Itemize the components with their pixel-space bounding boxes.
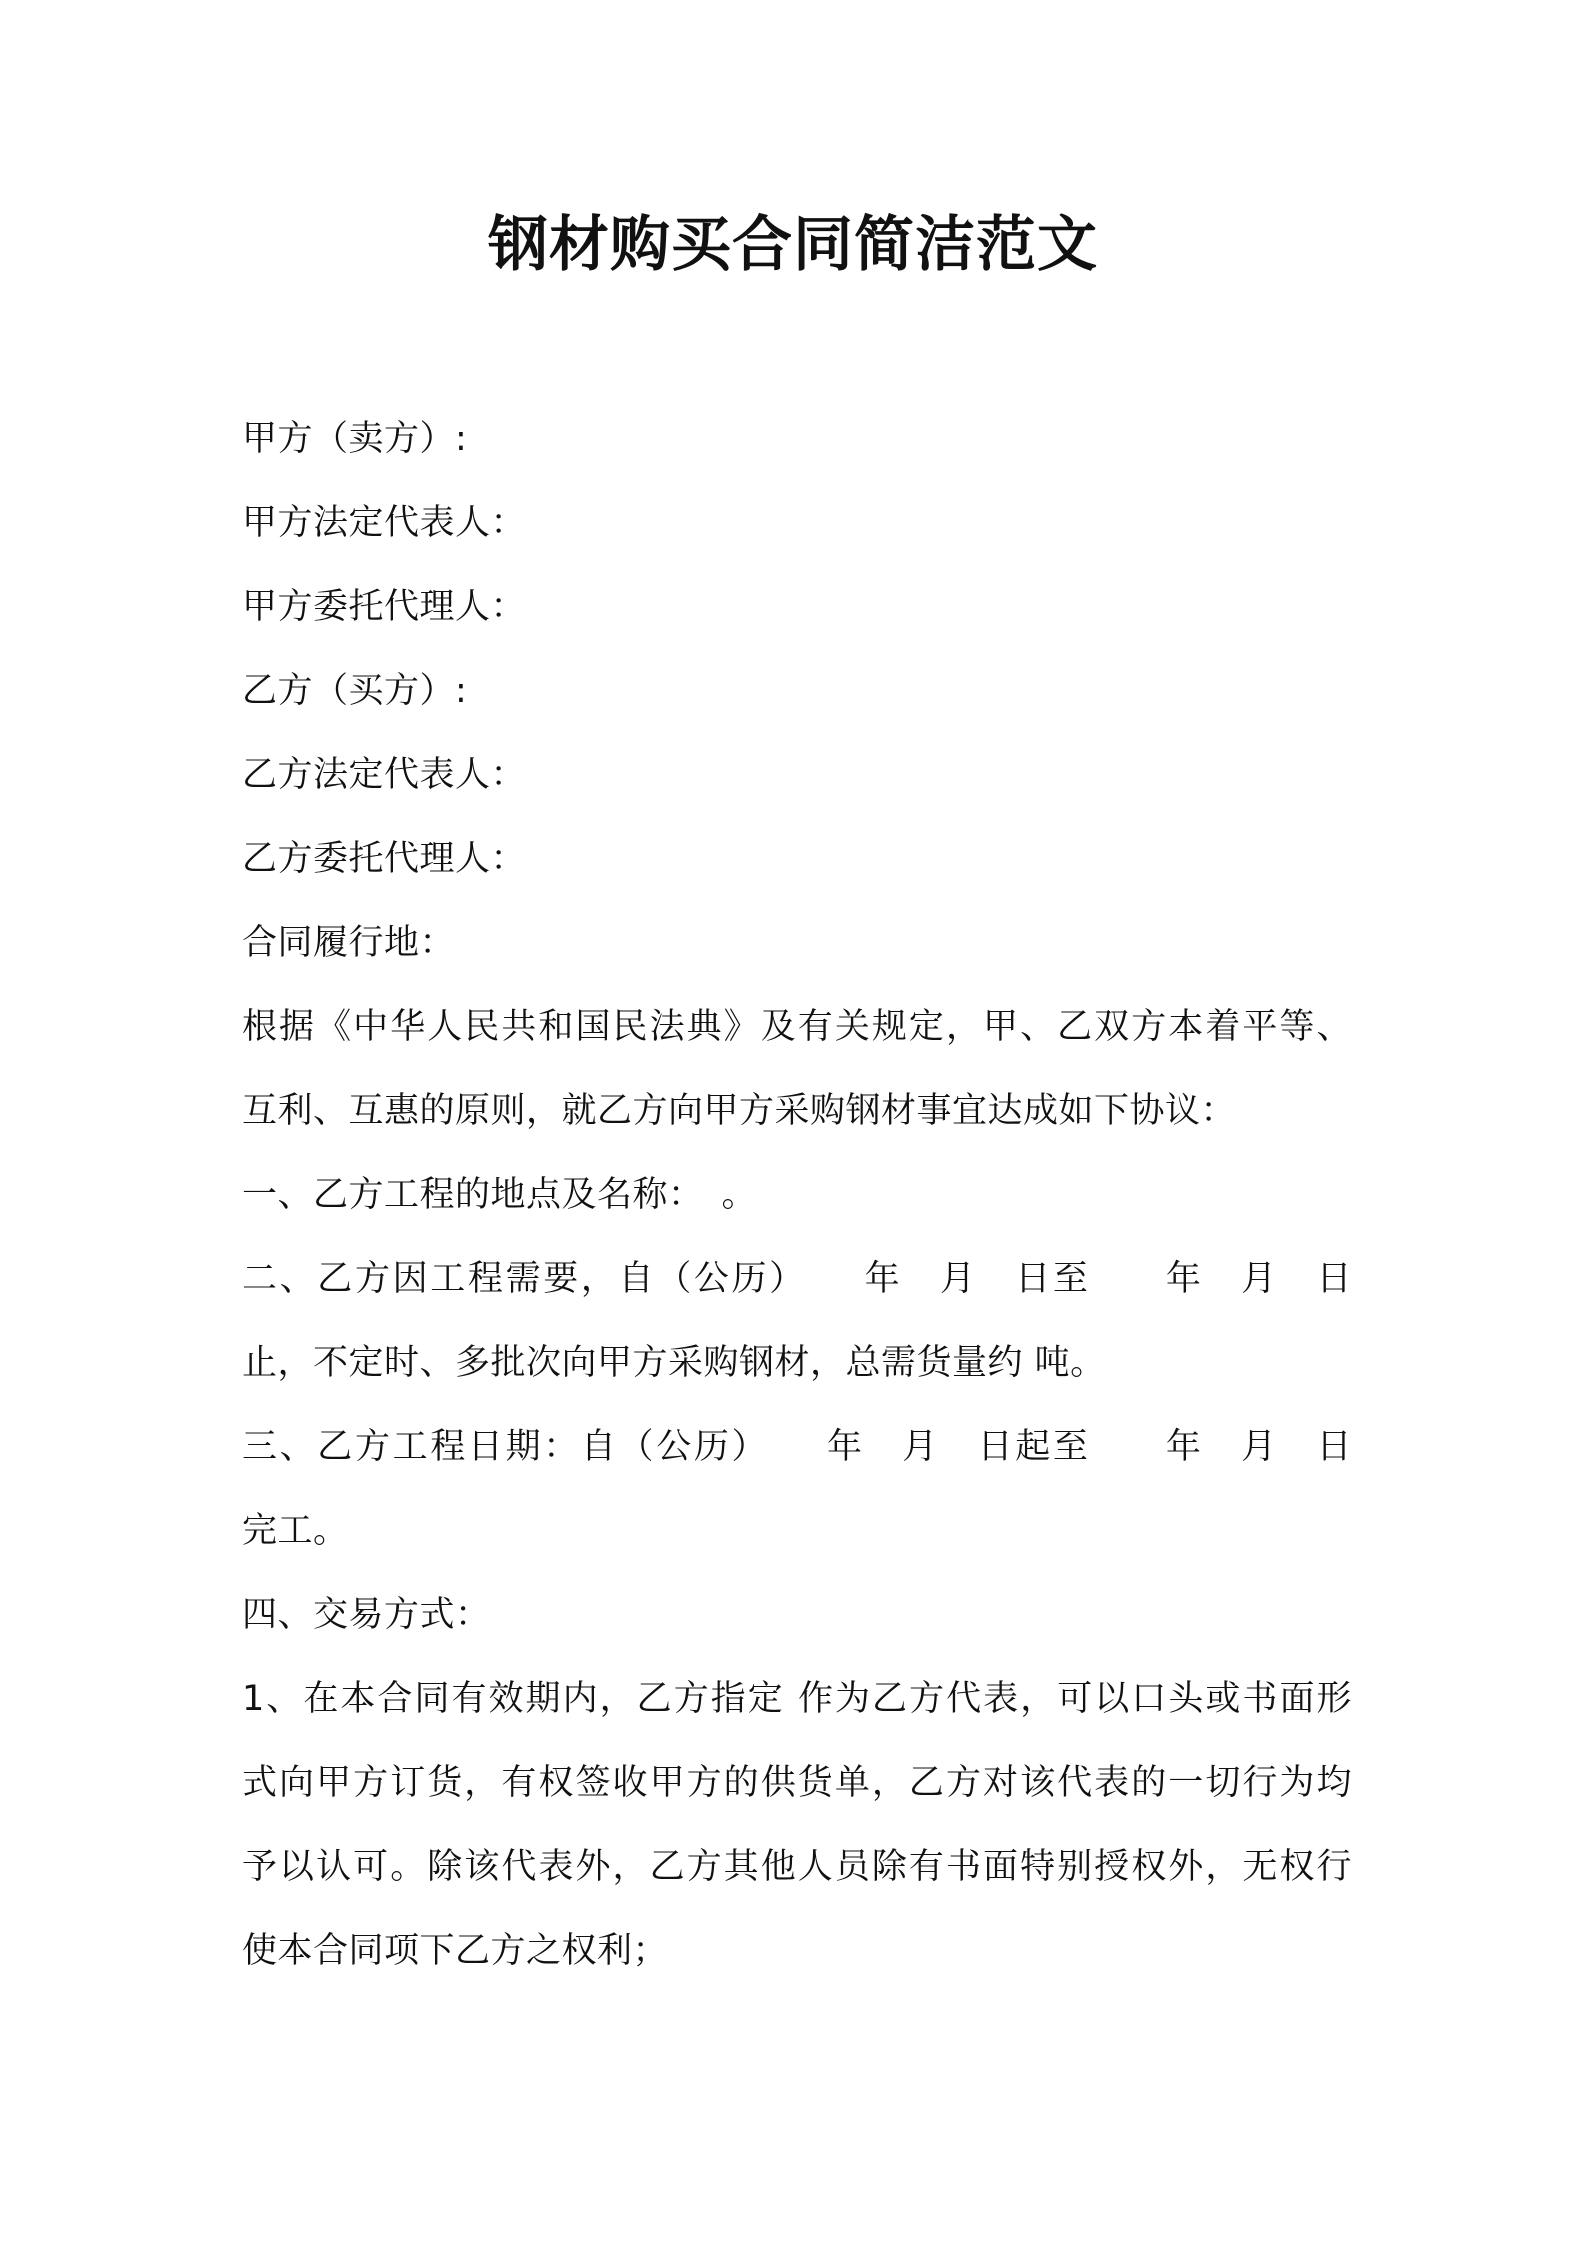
clause-4-1-line-1: 1、在本合同有效期内，乙方指定 作为乙方代表，可以口头或书面形 xyxy=(242,1679,1352,1719)
clause-3-line-2: 完工。 xyxy=(242,1511,349,1551)
clause-4-1-line-2: 式向甲方订货，有权签收甲方的供货单，乙方对该代表的一切行为均 xyxy=(242,1763,1352,1803)
seller-agent-line: 甲方委托代理人： xyxy=(242,587,527,627)
clause-4-heading: 四、交易方式： xyxy=(242,1595,491,1635)
clause-4-1-line-3: 予以认可。除该代表外，乙方其他人员除有书面特别授权外，无权行 xyxy=(242,1847,1352,1887)
clause-2-line-2: 止，不定时、多批次向甲方采购钢材，总需货量约 吨。 xyxy=(242,1343,1106,1383)
seller-line: 甲方（卖方）: xyxy=(242,419,468,459)
buyer-agent-line: 乙方委托代理人： xyxy=(242,839,527,879)
performance-place-line: 合同履行地： xyxy=(242,923,456,963)
clause-4-1-line-4: 使本合同项下乙方之权利； xyxy=(242,1931,669,1971)
preamble-line-2: 互利、互惠的原则，就乙方向甲方采购钢材事宜达成如下协议： xyxy=(242,1091,1237,1131)
document-body xyxy=(242,397,1352,1993)
preamble-line-1: 根据《中华人民共和国民法典》及有关规定，甲、乙双方本着平等、 xyxy=(242,1007,1352,1047)
clause-3-line-1: 三、乙方工程日期：自（公历） 年 月 日起至 年 月 日 xyxy=(242,1427,1352,1467)
document-title: 钢材购买合同简洁范文 xyxy=(488,210,1098,280)
clause-1-line: 一、乙方工程的地点及名称： 。 xyxy=(242,1175,758,1215)
buyer-legal-rep-line: 乙方法定代表人： xyxy=(242,755,527,795)
buyer-line: 乙方（买方）: xyxy=(242,671,468,711)
clause-2-line-1: 二、乙方因工程需要，自（公历） 年 月 日至 年 月 日 xyxy=(242,1259,1352,1299)
seller-legal-rep-line: 甲方法定代表人： xyxy=(242,503,527,543)
